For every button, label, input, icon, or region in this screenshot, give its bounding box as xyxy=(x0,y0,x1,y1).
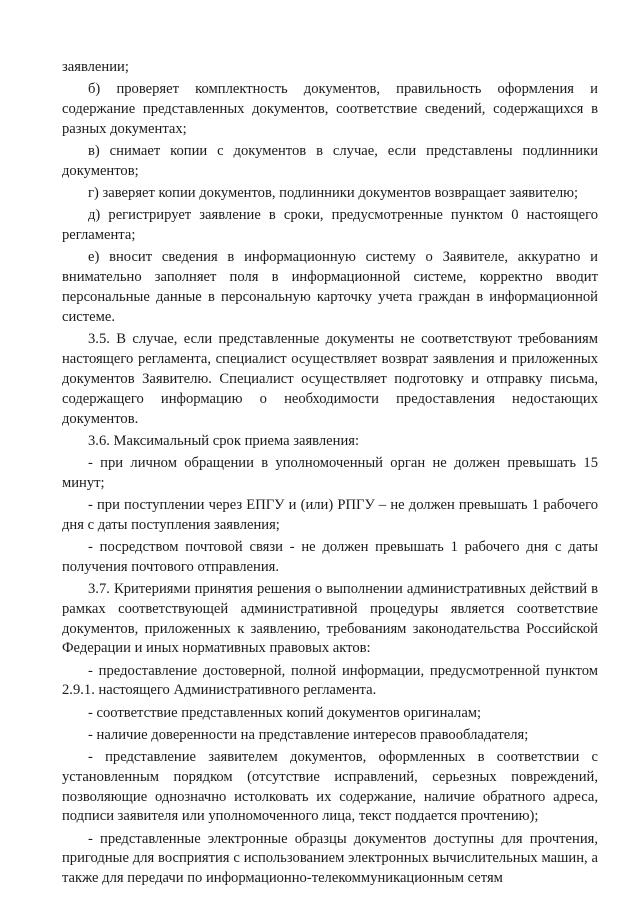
paragraph-3-7-electronic: - представленные электронные образцы документов доступны для прочтения, пригодные для восприятия с использованием электронных вычислительных машин, а также для передачи по информационно-телекоммуникационным сетям xyxy=(62,830,598,887)
paragraph-3-6-epgu: - при поступлении через ЕПГУ и (или) РПГУ – не должен превышать 1 рабочего дня с даты поступления заявления; xyxy=(62,496,598,533)
paragraph-3-5: 3.5. В случае, если представленные документы не соответствуют требованиям настоящего регламента, специалист осуществляет возврат заявления и приложенных документов Заявителю. Специалист осуществляет подготовку и отправку письма, содержащего информацию о необходимости предоставления недостающих документов. xyxy=(62,330,598,427)
paragraph-3-7: 3.7. Критериями принятия решения о выполнении административных действий в рамках соответствующей административной процедуры является соответствие документов, приложенных к заявлению, требованиям законодательства Российской Федерации и иных нормативных правовых актов: xyxy=(62,580,598,657)
paragraph-3-6-personal: - при личном обращении в уполномоченный орган не должен превышать 15 минут; xyxy=(62,454,598,491)
paragraph-item-b: б) проверяет комплектность документов, правильность оформления и содержание представленных документов, соответствие сведений, содержащихся в разных документах; xyxy=(62,81,598,137)
paragraph-3-7-documents: - представление заявителем документов, оформленных в соответствии с установленным порядком (отсутствие исправлений, серьезных повреждений, позволяющие однозначно истолковать их содержание, наличие обратного адреса, подписи заявителя или уполномоченного лица, текст поддается прочтению); xyxy=(62,748,598,825)
paragraph-3-7-info: - предоставление достоверной, полной информации, предусмотренной пунктом 2.9.1. настоящего Административного регламента. xyxy=(62,662,598,699)
paragraph-item-d: д) регистрирует заявление в сроки, предусмотренные пунктом 0 настоящего регламента; xyxy=(62,207,598,243)
paragraph-item-e: е) вносит сведения в информационную систему о Заявителе, аккуратно и внимательно заполняет поля в информационной системе, корректно вводит персональные данные в персональную карточку учета граждан в информационной системе. xyxy=(62,249,598,325)
paragraph-item-g: г) заверяет копии документов, подлинники документов возвращает заявителю; xyxy=(88,185,579,201)
paragraph-3-7-power-of-attorney: - наличие доверенности на представление интересов правообладателя; xyxy=(88,726,529,743)
paragraph-3-6-mail: - посредством почтовой связи - не должен превышать 1 рабочего дня с даты получения почтового отправления. xyxy=(62,538,598,575)
paragraph-3-6: 3.6. Максимальный срок приема заявления: xyxy=(88,432,360,449)
document-body xyxy=(62,58,598,891)
paragraph-continuation: заявлении; xyxy=(62,59,129,75)
paragraph-3-7-copies: - соответствие представленных копий документов оригиналам; xyxy=(88,704,482,721)
paragraph-item-v: в) снимает копии с документов в случае, если представлены подлинники документов; xyxy=(62,143,598,179)
